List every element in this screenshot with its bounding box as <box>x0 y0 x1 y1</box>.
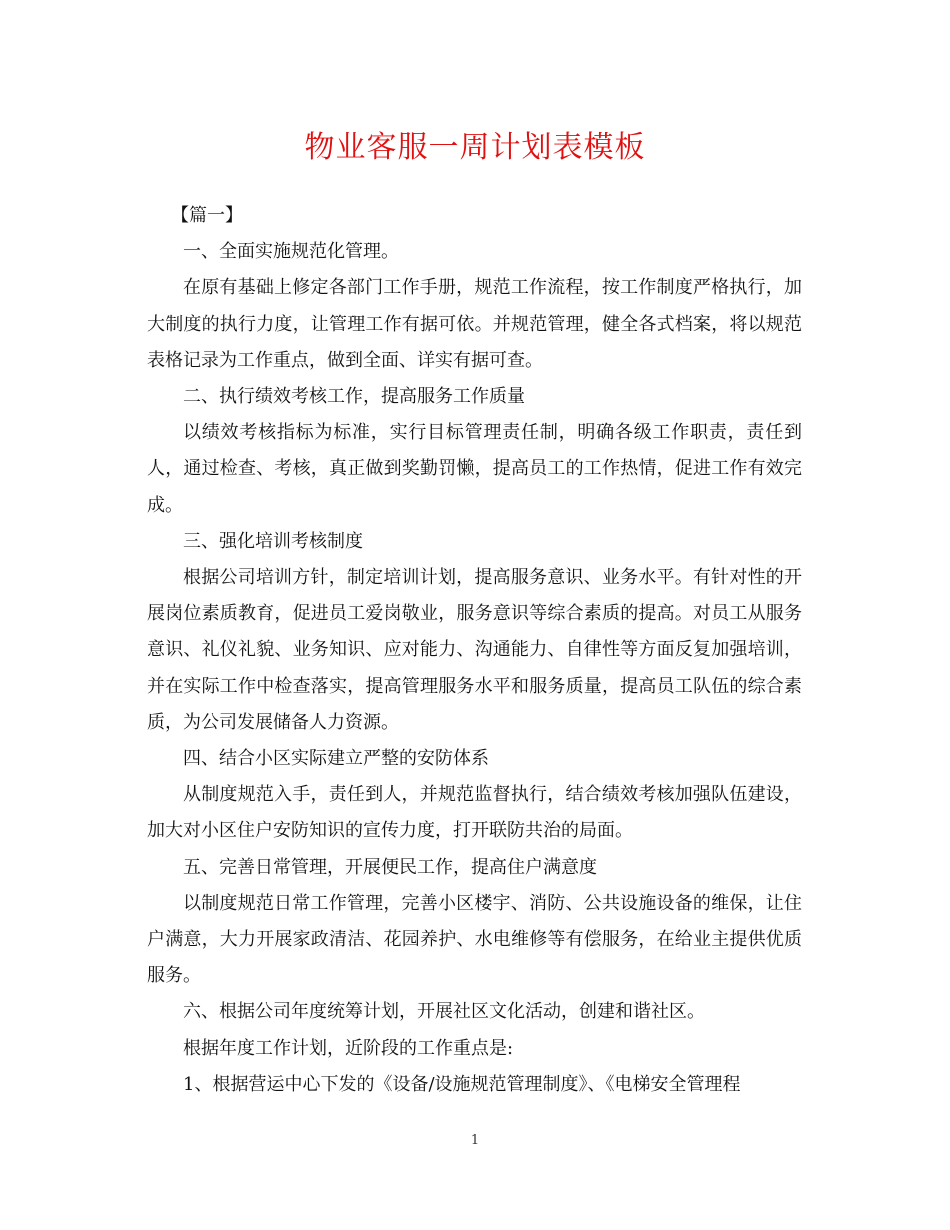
heading-3: 三、强化培训考核制度 <box>183 530 363 552</box>
heading-4: 四、结合小区实际建立严整的安防体系 <box>183 748 489 770</box>
document-body <box>147 198 802 1103</box>
paragraph: 以绩效考核指标为标准，实行目标管理责任制，明确各级工作职责，责任到人，通过检查、考核，真正做到奖勤罚懒，提高员工的工作热情，促进工作有效完成。 <box>147 422 802 516</box>
paragraph: 1、根据营运中心下发的《设备/设施规范管理制度》、《电梯安全管理程 <box>183 1073 741 1095</box>
heading-6: 六、根据公司年度统筹计划，开展社区文化活动，创建和谐社区。 <box>183 1001 705 1023</box>
heading-5: 五、完善日常管理，开展便民工作，提高住户满意度 <box>183 856 597 878</box>
heading-1: 一、全面实施规范化管理。 <box>183 241 399 263</box>
page-number: 1 <box>470 1133 480 1148</box>
paragraph: 从制度规范入手，责任到人，并规范监督执行，结合绩效考核加强队伍建设，加大对小区住户安防知识的宣传力度，打开联防共治的局面。 <box>147 784 802 842</box>
heading-2: 二、执行绩效考核工作，提高服务工作质量 <box>183 386 525 408</box>
paragraph: 根据公司培训方针，制定培训计划，提高服务意识、业务水平。有针对性的开展岗位素质教育，促进员工爱岗敬业，服务意识等综合素质的提高。对员工从服务意识、礼仪礼貌、业务知识、应对能力、沟通能力、自律性等方面反复加强培训，并在实际工作中检查落实，提高管理服务水平和服务质量，提高员工队伍的综合素质，为公司发展储备人力资源。 <box>147 567 802 733</box>
paragraph: 以制度规范日常工作管理，完善小区楼宇、消防、公共设施设备的维保，让住户满意，大力开展家政清洁、花园养护、水电维修等有偿服务，在给业主提供优质服务。 <box>147 892 802 987</box>
document-title: 物业客服一周计划表模板 <box>304 130 646 165</box>
paragraph: 在原有基础上修定各部门工作手册，规范工作流程，按工作制度严格执行，加大制度的执行力度，让管理工作有据可依。并规范管理，健全各式档案，将以规范表格记录为工作重点，做到全面、详实有据可查。 <box>147 277 802 371</box>
paragraph: 根据年度工作计划，近阶段的工作重点是: <box>183 1037 514 1059</box>
section-label: 【篇一】 <box>171 205 243 226</box>
